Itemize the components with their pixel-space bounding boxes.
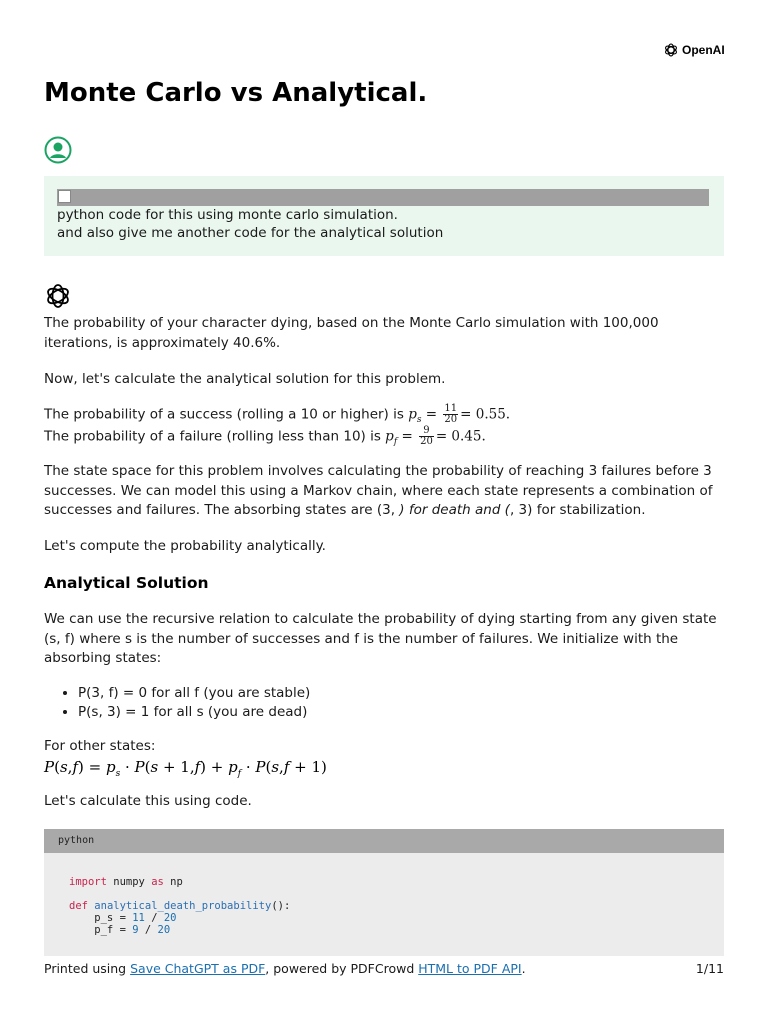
openai-logo-icon <box>663 42 679 58</box>
user-message-line-1: python code for this using monte carlo simulation. <box>57 207 398 223</box>
paragraph-other-states: For other states: <box>44 738 156 754</box>
paragraph-monte-carlo-result: The probability of your character dying, based on the Monte Carlo simulation with 100,000 iterations, is approximately 40.6%. <box>44 315 659 351</box>
code-language-label: python <box>58 835 95 846</box>
paragraph-state-space: The state space for this problem involves calculating the probability of reaching 3 failures before 3 successes. We can model this using a Markov chain, where each state represents a combination of successes and failures. The absorbing states are (3, ) for death and (, 3) for stabilization. <box>44 463 713 518</box>
openai-brand <box>663 42 725 58</box>
page-number: 1/11 <box>695 961 724 976</box>
paragraph-recursive-relation: We can use the recursive relation to calculate the probability of dying starting from any given state (s, f) where s is the number of successes and f is the number of failures. We initialize with the absorbing states: <box>44 611 717 666</box>
paragraph-failure-probability: The probability of a failure (rolling less than 10) is $p_f$ = $\frac{9}{20}$ = 0.45. <box>44 425 486 448</box>
code-block-header <box>44 829 724 853</box>
footer: Printed using Save ChatGPT as PDF, powered by PDFCrowd HTML to PDF API. 1/11 <box>44 961 724 976</box>
broken-image <box>57 189 709 206</box>
absorbing-states-list <box>44 684 310 722</box>
paragraph-success-probability: The probability of a success (rolling a 10 or higher) is $p_s$ = $\frac{11}{20}$ = 0.55. <box>44 403 511 426</box>
user-message-line-2: and also give me another code for the analytical solution <box>57 225 444 241</box>
html-to-pdf-api-link[interactable]: HTML to PDF API <box>418 961 522 976</box>
user-message <box>44 176 724 256</box>
code-block[interactable] <box>44 853 724 956</box>
paragraph-compute: Let's compute the probability analytically. <box>44 538 326 554</box>
chatgpt-logo-icon <box>44 282 72 310</box>
paragraph-calculate-code: Let's calculate this using code. <box>44 793 252 809</box>
list-item: • P(s, 3) = 1 for all s (you are dead) <box>78 703 310 722</box>
user-avatar-icon <box>44 136 72 164</box>
code-content: import numpy as np def analytical_death_probability(): p_s = 11 / 20 p_f = 9 / 20 <box>69 876 291 936</box>
section-heading: Analytical Solution <box>44 574 209 592</box>
paragraph-intro-analytical: Now, let's calculate the analytical solution for this problem. <box>44 371 446 387</box>
page-title: Monte Carlo vs Analytical. <box>44 78 428 108</box>
list-item: • P(3, f) = 0 for all f (you are stable) <box>78 684 310 703</box>
brand-label: OpenAI <box>682 43 725 57</box>
save-chatgpt-pdf-link[interactable]: Save ChatGPT as PDF <box>130 961 266 976</box>
recursive-formula: $P(s,f) = p_s \cdot P(s + 1,f) + p_f \cdot P(s,f + 1)$ <box>44 758 327 779</box>
